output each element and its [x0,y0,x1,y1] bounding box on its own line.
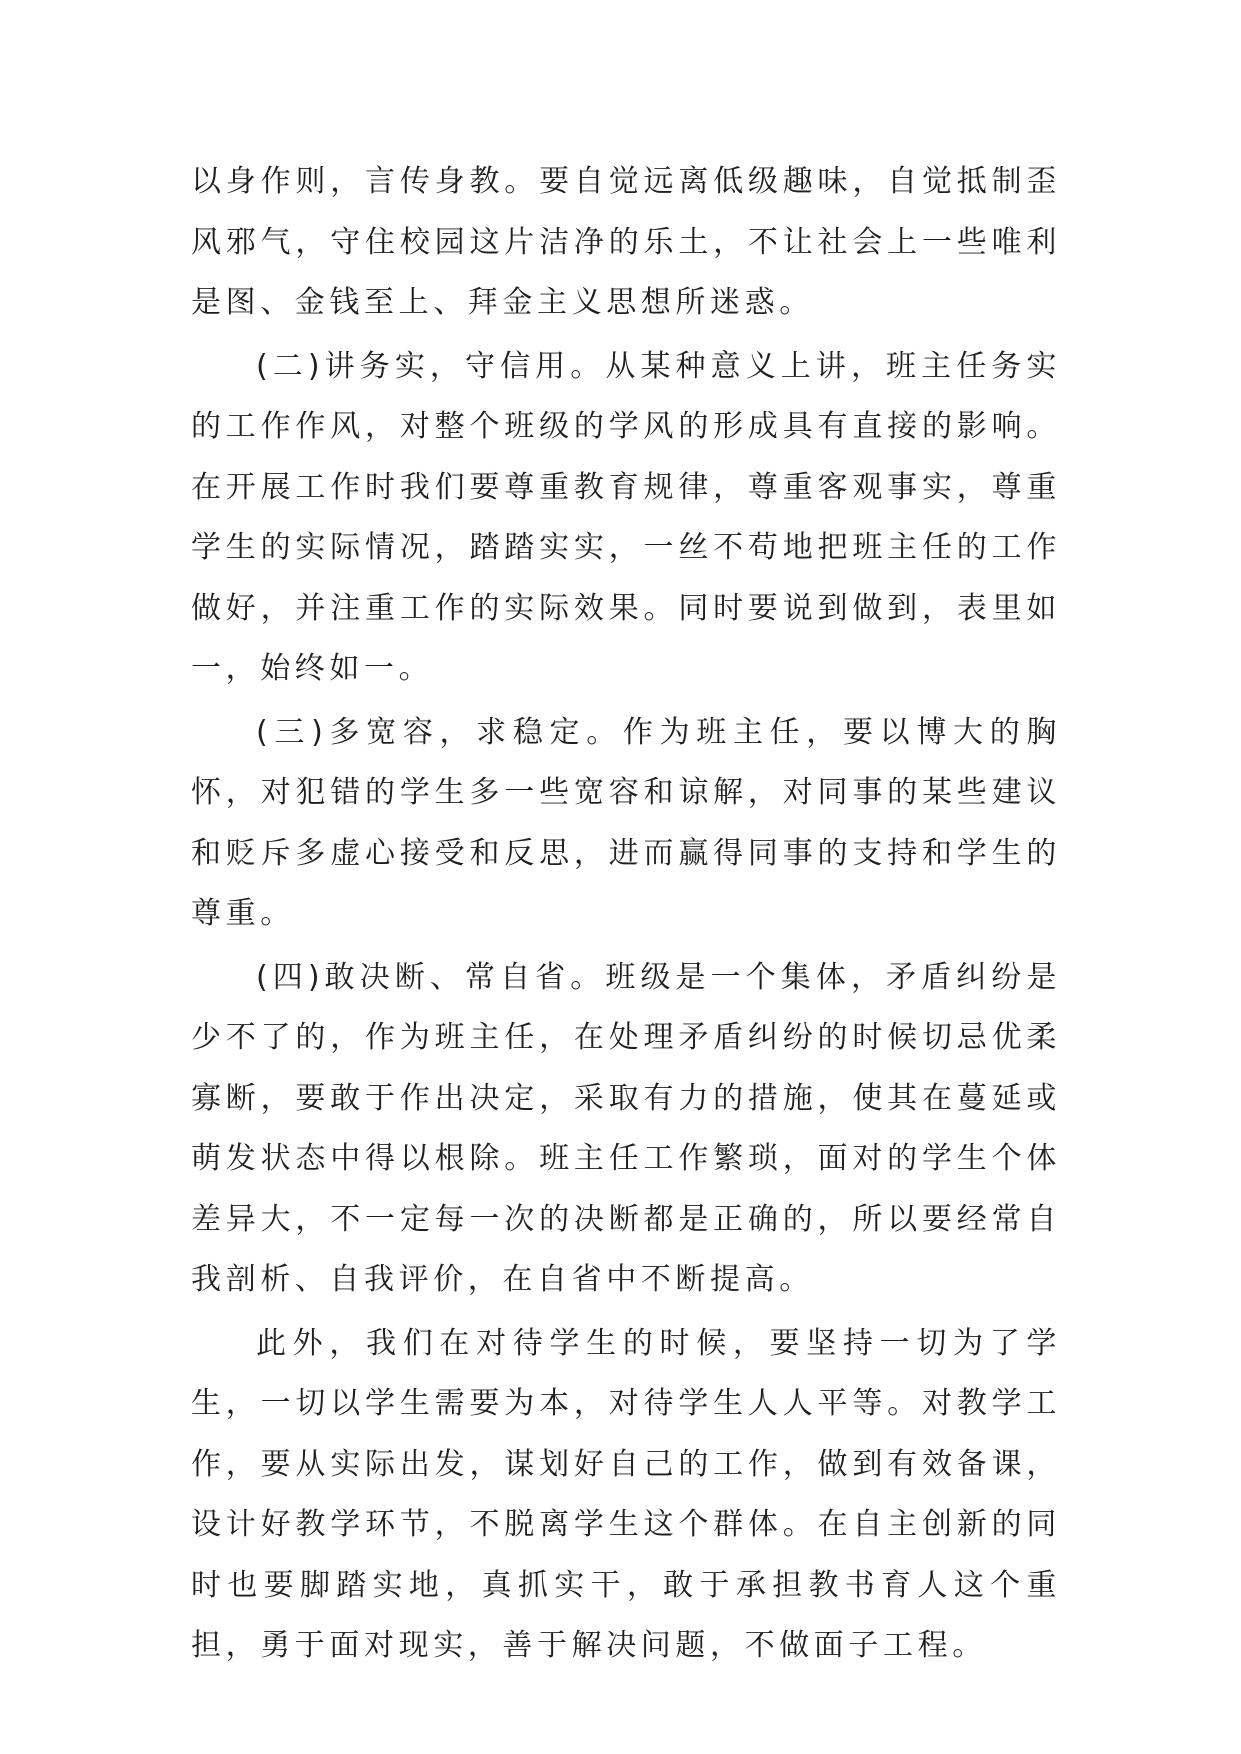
paragraph-decisive-reflection: (四)敢决断、常自省。班级是一个集体，矛盾纠纷是少不了的，作为班主任，在处理矛盾纠纷的时候切忌优柔寡断，要敢于作出决定，采取有力的措施，使其在蔓延或萌发状态中得以根除。班主任工作繁琐，面对的学生个体差异大，不一定每一次的决断都是正确的，所以要经常自我剖析、自我评价，在自省中不断提高。 [191,959,1061,1297]
paragraph-conclusion: 此外，我们在对待学生的时候，要坚持一切为了学生，一切以学生需要为本，对待学生人人平等。对教学工作，要从实际出发，谋划好自己的工作，做到有效备课，设计好教学环节，不脱离学生这个群体。在自主创新的同时也要脚踏实地，真抓实干，敢于承担教书育人这个重担，勇于面对现实，善于解决问题，不做面子工程。 [191,1325,1061,1663]
document-body [191,152,1061,1677]
paragraph-pragmatic-credit: (二)讲务实，守信用。从某种意义上讲，班主任务实的工作作风，对整个班级的学风的形成具有直接的影响。在开展工作时我们要尊重教育规律，尊重客观事实，尊重学生的实际情况，踏踏实实，一丝不苟地把班主任的工作做好，并注重工作的实际效果。同时要说到做到，表里如一，始终如一。 [191,348,1061,686]
paragraph-role-model: 以身作则，言传身教。要自觉远离低级趣味，自觉抵制歪风邪气，守住校园这片洁净的乐土，不让社会上一些唯利是图、金钱至上、拜金主义思想所迷惑。 [191,164,1061,320]
paragraph-tolerance-stability: (三)多宽容，求稳定。作为班主任，要以博大的胸怀，对犯错的学生多一些宽容和谅解，对同事的某些建议和贬斥多虚心接受和反思，进而赢得同事的支持和学生的尊重。 [191,714,1061,931]
